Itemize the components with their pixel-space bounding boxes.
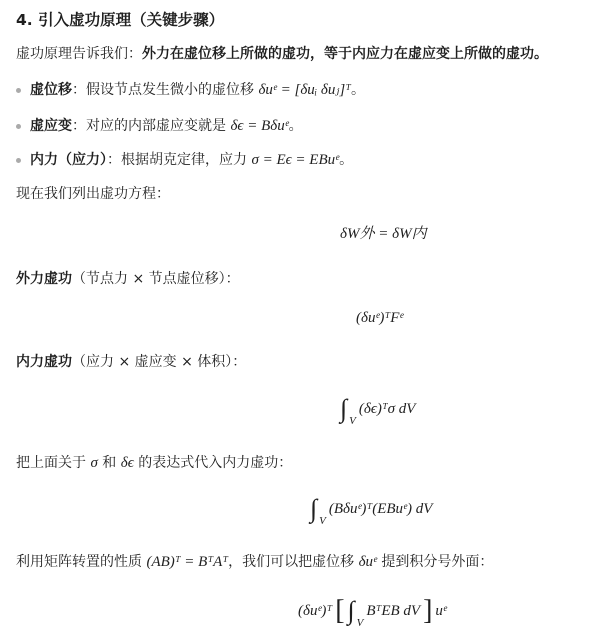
equation-substituted [310, 490, 432, 526]
term: 虚应变 [30, 118, 72, 134]
list-item [30, 150, 353, 170]
text: ：假设节点发生微小的虚位移 [72, 82, 259, 98]
now-text: 现在我们列出虚功方程： [16, 186, 170, 202]
math: σ [90, 455, 98, 471]
text: 的表达式代入内力虚功： [133, 455, 293, 471]
list-item [30, 116, 303, 136]
integrand: BᵀEB dV [366, 602, 421, 619]
term: 虚位移 [30, 82, 72, 98]
text: ：根据胡克定律，应力 [107, 152, 252, 168]
math: σ = Eϵ = EBuᵉ [251, 152, 340, 168]
integrand: (Bδuᵉ)ᵀ(EBuᵉ) dV [328, 500, 433, 517]
text: 和 [97, 455, 121, 471]
label-text: （节点力 × 节点虚位移）： [72, 271, 240, 287]
integral-sign: ∫ [310, 493, 318, 523]
label-bold: 内力虚功 [16, 354, 72, 370]
internal-work-label [16, 352, 246, 372]
text: 提到积分号外面： [376, 554, 494, 570]
suffix: uᵉ [435, 602, 447, 619]
integral-sign: ∫ [347, 595, 355, 625]
text: 利用矩阵转置的性质 [16, 554, 147, 570]
subscript: V [356, 617, 364, 629]
math: δuᵉ = [δuᵢ δuⱼ]ᵀ [258, 82, 351, 98]
bullet-icon [16, 88, 21, 93]
text: 把上面关于 [16, 455, 91, 471]
equation-internal-work [340, 390, 415, 426]
external-work-label [16, 269, 240, 289]
text: 。 [288, 118, 303, 134]
equation-external-work: (δuᵉ)ᵀFᵉ [356, 310, 404, 326]
subscript: V [349, 415, 356, 427]
intro-bold: 外力在虚位移上所做的虚功，等于内应力在虚应变上所做的虚功。 [142, 46, 548, 62]
math: (AB)ᵀ = BᵀAᵀ [146, 554, 229, 570]
prefix: (δuᵉ)ᵀ [298, 602, 333, 619]
substitute-text [16, 453, 292, 473]
right-bracket: ] [423, 594, 433, 626]
math: δuᵉ [358, 554, 377, 570]
text: ：对应的内部虚应变就是 [72, 118, 231, 134]
equation-virtual-work: δW外 = δW内 [340, 226, 427, 242]
text: 。 [339, 152, 354, 168]
label-text: （应力 × 虚应变 × 体积）： [72, 354, 247, 370]
math: δϵ = Bδuᵉ [230, 118, 289, 134]
bullet-icon [16, 158, 21, 163]
equation-factored [298, 592, 447, 628]
term: 内力（应力） [30, 152, 107, 168]
left-bracket: [ [335, 594, 345, 626]
text: 。 [350, 82, 365, 98]
section-heading: 4. 引入虚功原理（关键步骤） [16, 11, 225, 29]
integrand: (δϵ)ᵀσ dV [358, 400, 416, 417]
subscript: V [319, 515, 326, 527]
math: δϵ [120, 455, 134, 471]
text: ，我们可以把虚位移 [228, 554, 359, 570]
intro-text: 虚功原理告诉我们： [16, 46, 142, 62]
label-bold: 外力虚功 [16, 271, 72, 287]
list-item [30, 80, 365, 100]
bullet-icon [16, 124, 21, 129]
intro-paragraph [16, 44, 548, 64]
transpose-text [16, 552, 493, 572]
integral-sign: ∫ [340, 393, 348, 423]
